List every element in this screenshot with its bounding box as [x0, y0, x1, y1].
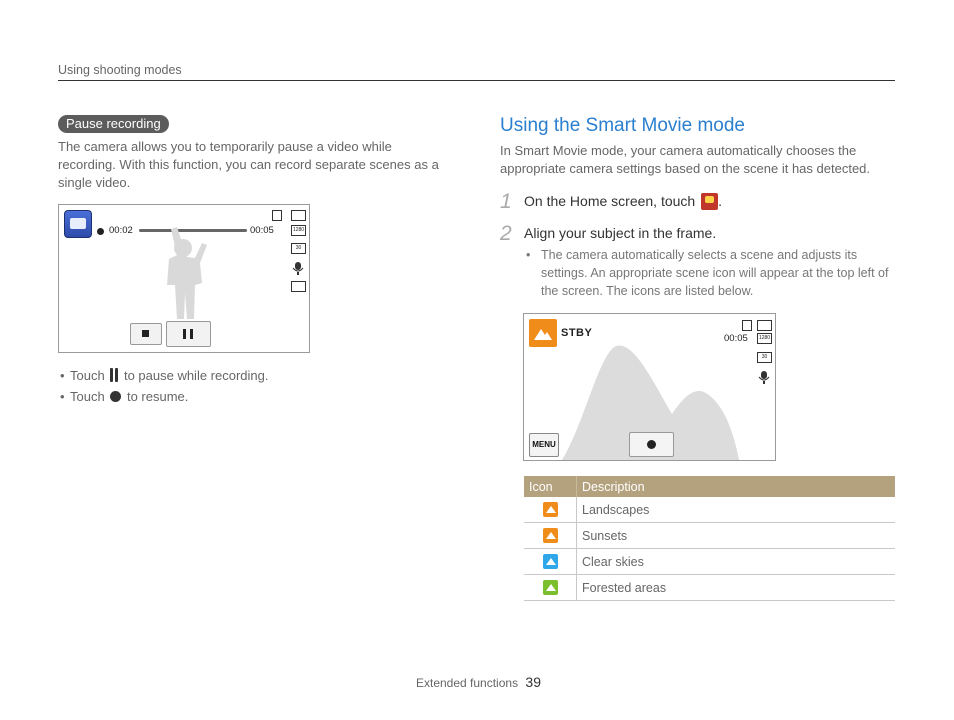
table-cell: Forested areas — [577, 575, 896, 601]
sunset-icon — [543, 528, 558, 543]
record-icon — [647, 440, 656, 449]
stabilizer-icon — [291, 281, 306, 292]
record-button[interactable] — [629, 432, 674, 457]
smart-movie-icon — [701, 193, 718, 210]
step-number: 2 — [500, 222, 512, 245]
recording-screen — [58, 204, 310, 353]
list-item: • Touch to resume. — [58, 388, 268, 409]
landscape-scene-icon — [529, 319, 557, 347]
pause-instructions — [58, 367, 268, 409]
table-cell: Landscapes — [577, 497, 896, 523]
table-row — [524, 575, 895, 601]
landscape-icon — [543, 502, 558, 517]
clear-sky-icon — [543, 554, 558, 569]
memory-icon — [272, 210, 282, 221]
frame-rate-icon: 30 — [291, 243, 306, 254]
page-title: Using the Smart Movie mode — [500, 115, 745, 136]
stop-button[interactable] — [130, 323, 162, 345]
microphone-icon — [291, 261, 305, 275]
pause-button[interactable] — [166, 321, 211, 347]
forest-icon — [543, 580, 558, 595]
step-2-note: • The camera automatically selects a scene and adjusts its settings. An appropriate scene icon will appear at the top left of the screen. The icons are listed below. — [524, 246, 906, 300]
step-1-text: On the Home screen, touch . — [524, 193, 722, 209]
pause-icon-bar-right — [190, 329, 193, 339]
pause-description: The camera allows you to temporarily pause a video while recording. With this function, you can record separate scenes as a single video. — [58, 139, 439, 190]
resolution-icon: 1280 — [291, 225, 306, 236]
resolution-icon: 1280 — [757, 333, 772, 344]
table-row — [524, 523, 895, 549]
page-number: 39 — [525, 674, 541, 690]
step-number: 1 — [500, 190, 512, 213]
footer-section: Extended functions — [416, 676, 519, 690]
stop-icon — [142, 330, 149, 337]
battery-icon — [757, 320, 772, 331]
pause-icon-bar-left — [183, 329, 186, 339]
step-2-text: Align your subject in the frame. — [524, 225, 717, 241]
child-silhouette — [157, 223, 213, 323]
page-footer — [416, 674, 541, 690]
battery-icon — [291, 210, 306, 221]
microphone-icon — [757, 370, 771, 384]
list-item: • Touch to pause while recording. — [58, 367, 268, 388]
section-header: Using shooting modes — [58, 63, 182, 77]
table-header — [524, 476, 895, 497]
movie-mode-icon — [64, 210, 92, 238]
elapsed-time: 00:02 — [109, 225, 133, 236]
memory-icon — [742, 320, 752, 331]
column-header: Icon — [524, 476, 577, 497]
pause-recording-heading: Pause recording — [58, 115, 169, 133]
smart-movie-screen — [523, 313, 776, 461]
pause-icon — [109, 368, 119, 382]
table-row — [524, 549, 895, 575]
header-divider — [58, 80, 895, 81]
column-header: Description — [577, 476, 896, 497]
table-cell: Clear skies — [577, 549, 896, 575]
smart-movie-description: In Smart Movie mode, your camera automatically chooses the appropriate camera settings based on the scene it has detected. — [500, 143, 871, 176]
frame-rate-icon: 30 — [757, 352, 772, 363]
record-indicator-icon — [97, 228, 104, 235]
table-cell: Sunsets — [577, 523, 896, 549]
table-row — [524, 497, 895, 523]
record-icon — [110, 391, 121, 402]
remaining-time: 00:05 — [724, 333, 748, 344]
scene-icon-table — [524, 476, 895, 601]
menu-button[interactable]: MENU — [529, 433, 559, 457]
standby-status: STBY — [561, 327, 593, 339]
total-time: 00:05 — [250, 225, 274, 236]
